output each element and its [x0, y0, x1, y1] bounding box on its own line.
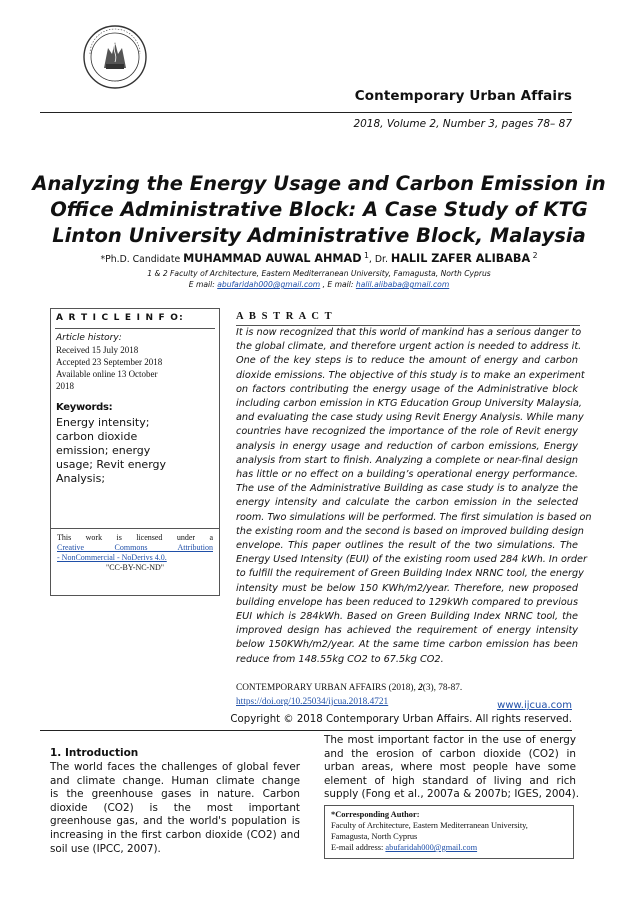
body-text-line: supply (Fong et al., 2007a & 2007b; IGES, 2004). — [324, 788, 580, 801]
abstract-line: improved design has achieved the requirement of energy intensity — [236, 625, 578, 637]
abstract-line: Energy Used Intensity (EUI) of the existing room used 284 kWh. In order — [236, 554, 587, 566]
author-name: HALIL ZAFER ALIBABA — [390, 252, 531, 266]
article-info-heading: A R T I C L E I N F O: — [56, 313, 184, 323]
abstract-line: the global climate, and therefore urgent action is needed to address it. — [236, 341, 582, 353]
corresponding-label: *Corresponding Author: — [331, 810, 420, 819]
body-text-line: is the greenhouse gases in nature. Carbon — [50, 788, 300, 801]
history-item: 2018 — [56, 381, 74, 391]
body-text-line: and the erosion of carbon dioxide (CO2) in — [324, 747, 576, 760]
abstract-divider — [236, 325, 580, 326]
license-box — [50, 528, 220, 596]
license-code: "CC-BY-NC-ND" — [105, 563, 165, 572]
author-email-link[interactable]: halil.alibaba@gmail.com — [355, 280, 450, 289]
journal-name: Contemporary Urban Affairs — [354, 88, 572, 104]
abstract-line: countries have recognized the importance of the role of Revit energy — [236, 426, 578, 438]
abstract-line: including carbon emission in KTG Education Group University Malaysia, — [236, 398, 582, 409]
body-text-line: The world faces the challenges of global fever — [50, 761, 300, 773]
abstract-line: analysis in energy usage and reduction of carbon emissions, Energy — [236, 440, 578, 452]
abstract-line: has little or no effect on a building’s operational energy performance. — [236, 469, 578, 480]
abstract-line: on factors contributing the energy usage of the Administrative block — [236, 383, 578, 395]
citation-volume: 2 — [418, 683, 423, 693]
history-item: Accepted 23 September 2018 — [56, 357, 163, 367]
website-link[interactable]: www.ijcua.com — [497, 700, 572, 711]
keyword-line: Analysis; — [56, 472, 106, 485]
keywords-label: Keywords: — [56, 402, 113, 413]
section-title: 1. Introduction — [50, 747, 139, 759]
journal-seal-logo — [82, 24, 148, 90]
corresponding-email-prefix: E-mail address: — [331, 843, 386, 852]
abstract-line: It is now recognized that this world of mankind has a serious danger to — [236, 327, 582, 338]
title-line: Office Administrative Block: A Case Study of KTG — [50, 198, 588, 221]
history-item: Available online 13 October — [56, 369, 158, 379]
body-text-line: The most important factor in the use of energy — [324, 734, 576, 746]
keyword-line: carbon dioxide — [56, 430, 138, 443]
abstract-line: reduce from 148.55kg CO2 to 67.5kg CO2. — [236, 653, 444, 665]
abstract-line: analysis from start to finish. Analyzing a complete or near-final design — [236, 454, 578, 466]
corresponding-email — [331, 843, 477, 852]
copyright-divider — [40, 730, 572, 731]
body-text-line: and climate change. Human climate change — [50, 774, 300, 787]
email-prefix: E mail: — [188, 280, 218, 289]
doi-link[interactable]: https://doi.org/10.25034/ijcua.2018.4721 — [236, 697, 389, 707]
abstract-line: room. Two simulations will be performed. The first simulation is based on — [236, 511, 592, 523]
copyright-line: Copyright © 2018 Contemporary Urban Affairs. All rights reserved. — [230, 714, 572, 725]
body-text-line: urban areas, where most people have some — [324, 761, 576, 774]
title-line: Analyzing the Energy Usage and Carbon Emission in — [32, 172, 606, 195]
author-prefix: *Ph.D. Candidate — [100, 254, 184, 266]
author-email-link[interactable]: abufaridah000@gmail.com — [217, 280, 321, 289]
abstract-line: intensity must be below 150 KWh/m2/year. Therefore, new proposed — [236, 582, 578, 594]
email-separator: , E mail: — [320, 280, 356, 289]
corresponding-line: Famagusta, North Cyprus — [331, 832, 418, 841]
abstract-line: below 150KWh/m2/year. At the same time carbon emission has been — [236, 639, 578, 651]
body-text-line: element of high standard of living and rich — [324, 774, 576, 787]
license-link[interactable]: Creative Commons Attribution — [57, 543, 213, 552]
citation-line — [236, 683, 462, 693]
keyword-line: emission; energy — [56, 444, 151, 457]
affiliation: 1 & 2 Faculty of Architecture, Eastern Mediterranean University, Famagusta, North Cyprus — [147, 269, 491, 278]
body-text-line: greenhouse gas, and the world's population is — [50, 815, 300, 828]
paper-title — [30, 171, 608, 249]
abstract-line: The use of the Administrative Building as case study is to analyze the — [236, 483, 578, 495]
citation-suffix: (3), 78-87. — [422, 683, 463, 693]
abstract-heading: A B S T R A C T — [236, 311, 334, 322]
author-affil-mark: 2 — [530, 251, 538, 260]
abstract-line: building envelope has been reduced to 129kWh compared to previous — [236, 596, 578, 608]
license-line: This work is licensed under a — [57, 533, 213, 542]
body-text-line: dioxide (CO2) is the most important — [50, 801, 300, 814]
history-item: Received 15 July 2018 — [56, 345, 139, 355]
abstract-line: to fulfill the requirement of Green Building Index NRNC tool, the energy — [236, 568, 584, 580]
license-text — [57, 533, 213, 573]
corresponding-email-link[interactable]: abufaridah000@gmail.com — [385, 843, 478, 852]
title-line: Linton University Administrative Block, Malaysia — [52, 224, 586, 247]
abstract-line: envelope. This paper outlines the result of the two simulations. The — [236, 540, 578, 551]
abstract-line: and evaluating the case study using Revit Energy Analysis. While many — [236, 412, 584, 424]
article-history-label: Article history: — [56, 333, 122, 343]
abstract-line: One of the key steps is to reduce the amount of energy and carbon — [236, 355, 578, 367]
body-text-line: soil use (IPCC, 2007). — [50, 842, 161, 855]
abstract-line: the existing room and the second is based on improved building design — [236, 525, 584, 537]
header-divider — [40, 112, 572, 113]
abstract-line: dioxide emissions. The objective of this study is to make an experiment — [236, 369, 585, 381]
license-link[interactable]: - NonCommercial - NoDerivs 4.0. — [57, 553, 167, 562]
issue-info: 2018, Volume 2, Number 3, pages 78– 87 — [353, 118, 572, 130]
author-emails — [0, 280, 638, 289]
author-separator: , Dr. — [368, 254, 391, 266]
author-affil-mark: 1 — [361, 251, 369, 260]
keyword-line: Energy intensity; — [56, 416, 150, 429]
corresponding-line: Faculty of Architecture, Eastern Mediterranean University, — [331, 821, 528, 830]
abstract-line: energy intensity and calculate the carbon emission in the selected — [236, 497, 578, 509]
article-info-box — [50, 308, 220, 529]
abstract-line: EUI which is 284kWh. Based on Green Building Index NRNC tool, the — [236, 611, 578, 622]
author-name: MUHAMMAD AUWAL AHMAD — [183, 252, 362, 266]
citation-prefix: CONTEMPORARY URBAN AFFAIRS (2018), — [236, 683, 419, 693]
body-text-line: increasing in the first carbon dioxide (CO2) and — [50, 829, 300, 841]
corresponding-author-box — [324, 805, 574, 859]
authors-line — [0, 251, 638, 265]
keyword-line: usage; Revit energy — [56, 458, 167, 471]
info-divider — [55, 328, 215, 329]
